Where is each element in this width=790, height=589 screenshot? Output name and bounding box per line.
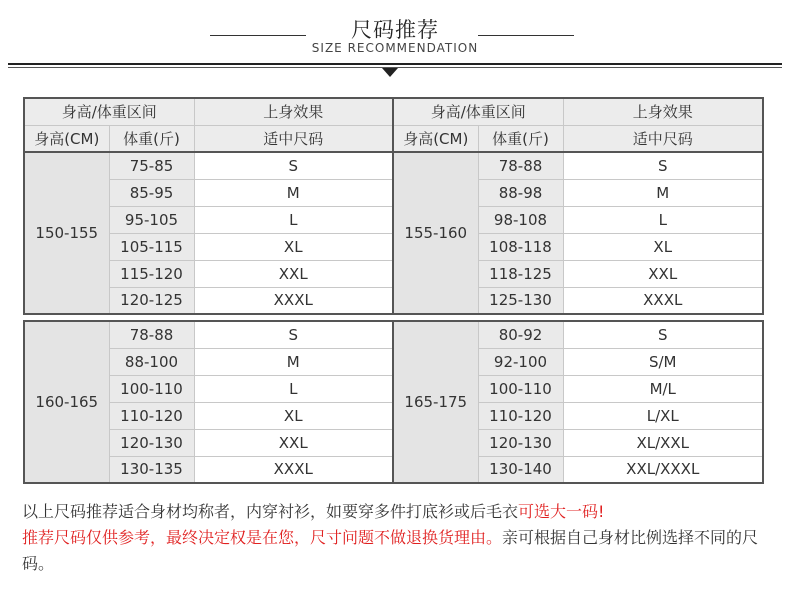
- down-arrow-icon: [382, 68, 398, 77]
- header-thick-divider: [8, 63, 782, 65]
- height-range-cell: 155-160: [393, 152, 478, 314]
- height-header: 身高(CM): [24, 125, 109, 152]
- weight-cell: 88-98: [478, 179, 563, 206]
- size-cell: XXXL: [194, 287, 393, 314]
- table-row: [24, 321, 763, 348]
- size-cell: M: [563, 179, 763, 206]
- weight-cell: 92-100: [478, 348, 563, 375]
- weight-cell: 98-108: [478, 206, 563, 233]
- effect-header: 上身效果: [194, 98, 393, 125]
- size-cell: L: [194, 206, 393, 233]
- size-cell: S: [194, 152, 393, 179]
- weight-cell: 115-120: [109, 260, 194, 287]
- weight-cell: 120-130: [478, 429, 563, 456]
- size-cell: XXL/XXXL: [563, 456, 763, 483]
- weight-cell: 110-120: [478, 402, 563, 429]
- weight-cell: 125-130: [478, 287, 563, 314]
- size-cell: L/XL: [563, 402, 763, 429]
- weight-cell: 75-85: [109, 152, 194, 179]
- size-cell: XXXL: [194, 456, 393, 483]
- page-header: [0, 0, 790, 80]
- weight-cell: 120-130: [109, 429, 194, 456]
- size-cell: XXXL: [563, 287, 763, 314]
- weight-cell: 120-125: [109, 287, 194, 314]
- weight-cell: 118-125: [478, 260, 563, 287]
- table-header-row: [24, 98, 763, 125]
- height-range-cell: 150-155: [24, 152, 109, 314]
- size-cell: XXL: [563, 260, 763, 287]
- note-text: 以上尺码推荐适合身材均称者，内穿衬衫，如要穿多件打底衫或后毛衣: [22, 502, 519, 521]
- weight-cell: 108-118: [478, 233, 563, 260]
- size-cell: S: [194, 321, 393, 348]
- weight-cell: 100-110: [109, 375, 194, 402]
- height-range-cell: 165-175: [393, 321, 478, 483]
- weight-cell: 88-100: [109, 348, 194, 375]
- size-cell: L: [194, 375, 393, 402]
- size-cell: L: [563, 206, 763, 233]
- range-header: 身高/体重区间: [24, 98, 194, 125]
- weight-cell: 80-92: [478, 321, 563, 348]
- size-cell: XL: [194, 233, 393, 260]
- note-highlight: 可选大一码!: [518, 502, 605, 521]
- note-text: 亲可根据自己身材比例选择不同的尺码。: [22, 528, 759, 573]
- weight-header: 体重(斤): [478, 125, 563, 152]
- weight-cell: 105-115: [109, 233, 194, 260]
- weight-cell: 110-120: [109, 402, 194, 429]
- size-cell: M/L: [563, 375, 763, 402]
- size-header: 适中尺码: [563, 125, 763, 152]
- weight-cell: 78-88: [478, 152, 563, 179]
- size-cell: XXL: [194, 260, 393, 287]
- size-cell: S: [563, 152, 763, 179]
- page-title: 尺码推荐: [351, 18, 439, 42]
- weight-cell: 85-95: [109, 179, 194, 206]
- size-cell: M: [194, 179, 393, 206]
- size-table-bottom: [23, 320, 764, 484]
- table-subheader-row: [24, 125, 763, 152]
- size-cell: S/M: [563, 348, 763, 375]
- size-cell: S: [563, 321, 763, 348]
- size-cell: XXL: [194, 429, 393, 456]
- size-header: 适中尺码: [194, 125, 393, 152]
- size-cell: XL: [194, 402, 393, 429]
- weight-header: 体重(斤): [109, 125, 194, 152]
- size-cell: M: [194, 348, 393, 375]
- weight-cell: 100-110: [478, 375, 563, 402]
- weight-cell: 95-105: [109, 206, 194, 233]
- weight-cell: 130-140: [478, 456, 563, 483]
- size-cell: XL/XXL: [563, 429, 763, 456]
- size-table-top: [23, 97, 764, 315]
- page-subtitle: SIZE RECOMMENDATION: [311, 41, 479, 55]
- effect-header: 上身效果: [563, 98, 763, 125]
- note-highlight: 推荐尺码仅供参考，最终决定权是在您，尺寸问题不做退换货理由。: [22, 528, 503, 547]
- range-header: 身高/体重区间: [393, 98, 563, 125]
- height-header: 身高(CM): [393, 125, 478, 152]
- size-cell: XL: [563, 233, 763, 260]
- height-range-cell: 160-165: [24, 321, 109, 483]
- weight-cell: 78-88: [109, 321, 194, 348]
- size-notes: [22, 499, 772, 577]
- table-row: [24, 152, 763, 179]
- weight-cell: 130-135: [109, 456, 194, 483]
